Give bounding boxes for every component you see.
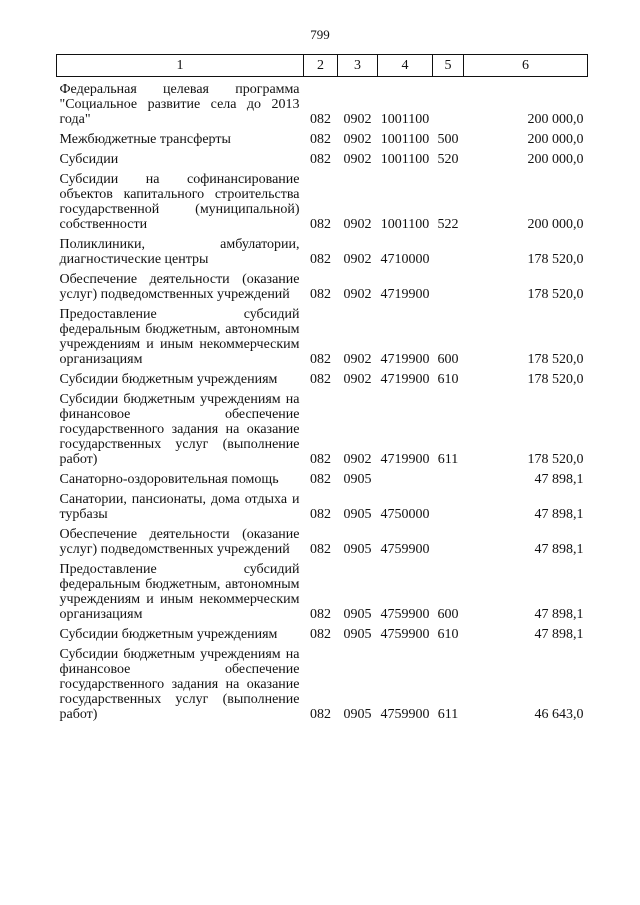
section-code-cell: 0902 — [343, 217, 372, 232]
row-name-cell: Межбюджетные трансферты — [59, 132, 231, 147]
target-code-cell: 4719900 — [380, 287, 430, 302]
table-row — [57, 77, 588, 128]
row-name-cell: Санатории, пансионаты, дома отдыха и турбазы — [59, 492, 300, 522]
amount-cell: 47 898,1 — [534, 542, 584, 557]
section-code-cell: 0902 — [343, 372, 372, 387]
table-row — [57, 522, 588, 557]
target-code-cell: 4759900 — [380, 627, 430, 642]
ministry-code-cell: 082 — [310, 627, 331, 642]
section-code-cell: 0905 — [343, 507, 372, 522]
row-name-cell: Субсидии бюджетным учреждениям — [59, 627, 278, 642]
row-name-cell: Федеральная целевая программа "Социальное развитие села до 2013 года" — [59, 82, 300, 127]
row-name-cell: Субсидии на софинансирование объектов капитального строительства государственной (муниципальной) собственности — [59, 172, 300, 232]
page-number: 799 — [310, 27, 330, 42]
header-col-2: 2 — [304, 55, 338, 77]
table-row — [57, 467, 588, 487]
section-code-cell: 0902 — [343, 112, 372, 127]
ministry-code-cell: 082 — [310, 132, 331, 147]
expense-type-cell — [433, 232, 464, 267]
expense-type-cell — [433, 467, 464, 487]
expense-type-cell: 522 — [437, 217, 459, 232]
row-name-cell: Предоставление субсидий федеральным бюджетным, автономным учреждениям и иным некоммерческим организациям — [59, 562, 300, 622]
amount-cell: 178 520,0 — [527, 287, 584, 302]
section-code-cell: 0902 — [343, 132, 372, 147]
target-code-cell: 4719900 — [380, 352, 430, 367]
ministry-code-cell: 082 — [310, 112, 331, 127]
table-row — [57, 387, 588, 467]
amount-cell: 47 898,1 — [534, 627, 584, 642]
table-row — [57, 147, 588, 167]
row-name-cell: Субсидии бюджетным учреждениям — [59, 372, 278, 387]
table-row — [57, 487, 588, 522]
expense-type-cell — [433, 487, 464, 522]
budget-table — [56, 54, 588, 722]
header-col-5: 5 — [433, 55, 464, 77]
section-code-cell: 0905 — [343, 607, 372, 622]
header-col-4: 4 — [378, 55, 433, 77]
ministry-code-cell: 082 — [310, 152, 331, 167]
target-code-cell: 4759900 — [380, 542, 430, 557]
row-name-cell: Санаторно-оздоровительная помощь — [59, 472, 279, 487]
ministry-code-cell: 082 — [310, 252, 331, 267]
amount-cell: 178 520,0 — [527, 352, 584, 367]
section-code-cell: 0902 — [343, 352, 372, 367]
table-row — [57, 127, 588, 147]
table-row — [57, 232, 588, 267]
target-code-cell: 1001100 — [380, 217, 430, 232]
target-code-cell: 4759900 — [380, 607, 430, 622]
expense-type-cell: 610 — [437, 372, 459, 387]
table-row — [57, 267, 588, 302]
target-code-cell: 4759900 — [380, 707, 430, 722]
amount-cell: 200 000,0 — [527, 132, 584, 147]
row-name-cell: Поликлиники, амбулатории, диагностические центры — [59, 237, 300, 267]
section-code-cell: 0905 — [343, 472, 372, 487]
target-code-cell: 4719900 — [380, 452, 430, 467]
row-name-cell: Обеспечение деятельности (оказание услуг) подведомственных учреждений — [59, 527, 300, 557]
expense-type-cell: 611 — [437, 452, 459, 467]
ministry-code-cell: 082 — [310, 287, 331, 302]
target-code-cell: 4750000 — [380, 507, 430, 522]
section-code-cell: 0905 — [343, 542, 372, 557]
section-code-cell: 0902 — [343, 252, 372, 267]
section-code-cell: 0902 — [343, 152, 372, 167]
row-name-cell: Обеспечение деятельности (оказание услуг) подведомственных учреждений — [59, 272, 300, 302]
ministry-code-cell: 082 — [310, 607, 331, 622]
target-code-cell: 1001100 — [380, 132, 430, 147]
amount-cell: 46 643,0 — [534, 707, 584, 722]
amount-cell: 200 000,0 — [527, 112, 584, 127]
row-name-cell: Предоставление субсидий федеральным бюджетным, автономным учреждениям и иным некоммерческим организациям — [59, 307, 300, 367]
header-col-1: 1 — [57, 55, 304, 77]
expense-type-cell: 600 — [437, 607, 459, 622]
table-row — [57, 622, 588, 642]
section-code-cell: 0902 — [343, 287, 372, 302]
header-row — [57, 55, 588, 77]
header-col-6: 6 — [464, 55, 588, 77]
amount-cell: 47 898,1 — [534, 607, 584, 622]
section-code-cell: 0902 — [343, 452, 372, 467]
ministry-code-cell: 082 — [310, 352, 331, 367]
table-row — [57, 367, 588, 387]
expense-type-cell: 611 — [437, 707, 459, 722]
table-row — [57, 302, 588, 367]
table-row — [57, 167, 588, 232]
target-code-cell: 4710000 — [380, 252, 430, 267]
expense-type-cell: 610 — [437, 627, 459, 642]
section-code-cell: 0905 — [343, 707, 372, 722]
expense-type-cell: 500 — [437, 132, 459, 147]
amount-cell: 178 520,0 — [527, 452, 584, 467]
target-code-cell: 4719900 — [380, 372, 430, 387]
expense-type-cell — [433, 267, 464, 302]
ministry-code-cell: 082 — [310, 372, 331, 387]
header-col-3: 3 — [338, 55, 378, 77]
expense-type-cell — [433, 522, 464, 557]
ministry-code-cell: 082 — [310, 707, 331, 722]
row-name-cell: Субсидии — [59, 152, 119, 167]
row-name-cell: Субсидии бюджетным учреждениям на финансовое обеспечение государственного задания на оказание государственных услуг (выполнение работ) — [59, 647, 300, 722]
amount-cell: 200 000,0 — [527, 152, 584, 167]
table-row — [57, 557, 588, 622]
expense-type-cell: 600 — [437, 352, 459, 367]
target-code-cell — [378, 467, 433, 487]
amount-cell: 47 898,1 — [534, 472, 584, 487]
table-body — [57, 77, 588, 723]
amount-cell: 47 898,1 — [534, 507, 584, 522]
ministry-code-cell: 082 — [310, 542, 331, 557]
section-code-cell: 0905 — [343, 627, 372, 642]
ministry-code-cell: 082 — [310, 472, 331, 487]
row-name-cell: Субсидии бюджетным учреждениям на финансовое обеспечение государственного задания на оказание государственных услуг (выполнение работ) — [59, 392, 300, 467]
amount-cell: 178 520,0 — [527, 252, 584, 267]
target-code-cell: 1001100 — [380, 152, 430, 167]
table-row — [57, 642, 588, 722]
ministry-code-cell: 082 — [310, 217, 331, 232]
expense-type-cell: 520 — [437, 152, 459, 167]
expense-type-cell — [433, 77, 464, 128]
ministry-code-cell: 082 — [310, 452, 331, 467]
ministry-code-cell: 082 — [310, 507, 331, 522]
amount-cell: 178 520,0 — [527, 372, 584, 387]
target-code-cell: 1001100 — [380, 112, 430, 127]
amount-cell: 200 000,0 — [527, 217, 584, 232]
